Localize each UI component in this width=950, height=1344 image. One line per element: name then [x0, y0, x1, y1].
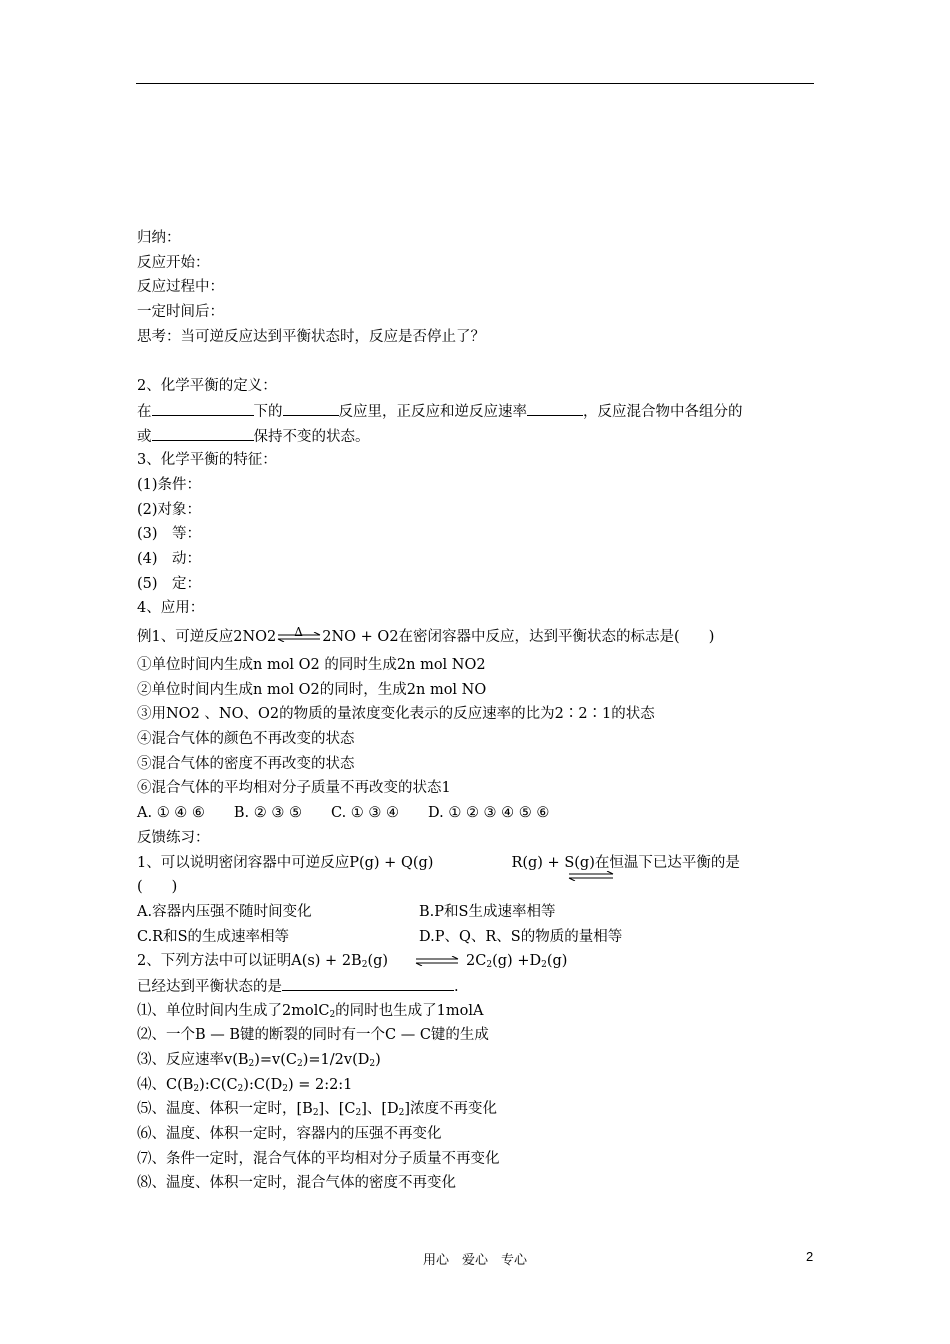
text: (g) — [546, 953, 568, 970]
subscript: 2 — [541, 960, 547, 971]
think-question: 思考：当可逆反应达到平衡状态时，反应是否停止了？ — [137, 328, 485, 345]
subscript: 2 — [297, 1059, 303, 1069]
summary-after: 一定时间后： — [137, 304, 224, 321]
option-B: B.P和S生成速率相等 — [419, 903, 556, 920]
question-1-options-row-2 — [137, 925, 815, 950]
option-A: A.容器内压强不随时间变化 — [137, 903, 312, 920]
definition-line-2 — [137, 424, 815, 449]
subscript: 2 — [193, 1083, 200, 1094]
text: 反应里，正反应和逆反应速率 — [338, 403, 527, 420]
subscript: 2 — [282, 1083, 288, 1094]
condition-item: ⑵、一个B — B键的断裂的同时有一个C — C键的生成 — [137, 1027, 489, 1044]
text: ) = 2:2:1 — [287, 1076, 353, 1093]
definition-line-1 — [137, 399, 815, 424]
subscript: 2 — [237, 1083, 244, 1094]
text: ) — [375, 1052, 381, 1068]
condition-item — [137, 999, 815, 1024]
text: 在 — [137, 403, 152, 420]
text: ):C(C — [199, 1076, 238, 1093]
condition-item — [137, 1097, 815, 1122]
condition-item: ⑹、温度、体积一定时，容器内的压强不再变化 — [137, 1126, 442, 1143]
equilibrium-arrow-icon — [567, 871, 615, 881]
condition-item: ⑻、温度、体积一定时，混合气体的密度不再变化 — [137, 1175, 456, 1192]
text: 2NO + O2在密闭容器中反应，达到平衡状态的标志是( ) — [322, 629, 715, 645]
application-heading: 4、应用： — [137, 600, 205, 617]
feature-item: (2)对象： — [137, 501, 202, 518]
option-D: D.P、Q、R、S的物质的量相等 — [419, 928, 623, 945]
feature-item: (5) 定： — [137, 575, 202, 592]
condition-item — [137, 1073, 815, 1098]
question-2 — [137, 949, 815, 974]
fill-blank — [527, 399, 583, 416]
feature-item: (3) 等： — [137, 526, 202, 543]
option-item: ①单位时间内生成n mol O2 的同时生成2n mol NO2 — [137, 657, 486, 673]
option-item: ③用NO2 、NO、O2的物质的量浓度变化表示的反应速率的比为2∶2∶1的状态 — [137, 706, 655, 723]
text: (g) +D — [492, 953, 542, 970]
summary-start: 反应开始： — [137, 254, 210, 271]
subscript: 2 — [398, 1108, 405, 1119]
subscript: 2 — [486, 960, 493, 971]
text: ⑸、温度、体积一定时，[B — [137, 1101, 313, 1118]
header-rule — [136, 83, 814, 84]
text: )=1/2v(D — [302, 1052, 370, 1068]
page-footer: 用心 爱心 专心 — [422, 1253, 527, 1268]
text: ]、[D — [361, 1101, 399, 1118]
summary-title: 归纳： — [137, 230, 181, 246]
subscript: 2 — [248, 1059, 255, 1069]
text: ]浓度不再变化 — [404, 1101, 498, 1118]
text: 的同时也生成了1molA — [335, 1002, 484, 1019]
text: R(g) + S(g)在恒温下已达平衡的是 — [511, 854, 740, 871]
text: ，反应混合物中各组分的 — [583, 403, 743, 420]
question-1-options-row-1 — [137, 900, 815, 925]
text: ]、[C — [318, 1101, 356, 1118]
fill-blank — [152, 399, 254, 416]
text: ⑶、反应速率v(B — [137, 1052, 249, 1068]
option-item: ⑤混合气体的密度不再改变的状态 — [137, 755, 355, 772]
fill-blank — [282, 974, 454, 991]
text: 或 — [137, 428, 152, 445]
text: 1、可以说明密闭容器中可逆反应P(g) + Q(g) — [137, 854, 434, 871]
condition-item — [137, 1048, 815, 1073]
question-1-paren-line — [137, 875, 815, 900]
features-heading: 3、化学平衡的特征： — [137, 452, 277, 469]
delta-symbol: Δ — [294, 625, 303, 639]
option-item: ②单位时间内生成n mol O2的同时，生成2n mol NO — [137, 681, 487, 698]
text: 2C — [466, 953, 487, 970]
practice-heading: 反馈练习： — [137, 829, 210, 846]
text: ):C(D — [243, 1076, 283, 1093]
option-item: ⑥混合气体的平均相对分子质量不再改变的状态1 — [137, 780, 451, 797]
summary-during: 反应过程中： — [137, 279, 224, 296]
answer-paren: ( ) — [137, 879, 178, 896]
text: 下的 — [253, 403, 283, 420]
feature-item: (4) 动： — [137, 550, 202, 567]
option-C: C.R和S的生成速率相等 — [137, 928, 290, 945]
document-body — [137, 226, 815, 1196]
text: 2、下列方法中可以证明A(s) + 2B — [137, 953, 362, 970]
definition-heading: 2、化学平衡的定义： — [137, 378, 277, 395]
subscript: 2 — [329, 1009, 336, 1020]
question-2-line-2 — [137, 974, 815, 999]
text: 保持不变的状态。 — [253, 428, 370, 445]
subscript: 2 — [361, 960, 368, 971]
text: . — [454, 978, 459, 995]
subscript: 2 — [369, 1059, 376, 1069]
example-1 — [137, 621, 815, 653]
page-number: 2 — [806, 1249, 814, 1264]
text: ⑴、单位时间内生成了2molC — [137, 1002, 330, 1019]
text: ⑷、C(B — [137, 1076, 194, 1093]
option-item: ④混合气体的颜色不再改变的状态 — [137, 731, 355, 748]
fill-blank — [152, 424, 254, 441]
question-1 — [137, 851, 815, 876]
fill-blank — [283, 399, 339, 416]
text: 例1、可逆反应2NO2 — [137, 629, 277, 645]
text: )=v(C — [254, 1052, 297, 1068]
equilibrium-arrow-icon — [276, 625, 322, 642]
subscript: 2 — [312, 1108, 319, 1119]
text: (g) — [367, 953, 389, 970]
condition-item: ⑺、条件一定时，混合气体的平均相对分子质量不再变化 — [137, 1150, 500, 1167]
text: 已经达到平衡状态的是 — [137, 978, 282, 995]
subscript: 2 — [355, 1108, 362, 1119]
equilibrium-arrow-icon — [414, 956, 460, 966]
spacer — [137, 349, 815, 374]
feature-item: (1)条件： — [137, 476, 202, 493]
answer-choices: A. ① ④ ⑥ B. ② ③ ⑤ C. ① ③ ④ D. ① ② ③ ④ ⑤ ⑥ — [137, 805, 550, 822]
